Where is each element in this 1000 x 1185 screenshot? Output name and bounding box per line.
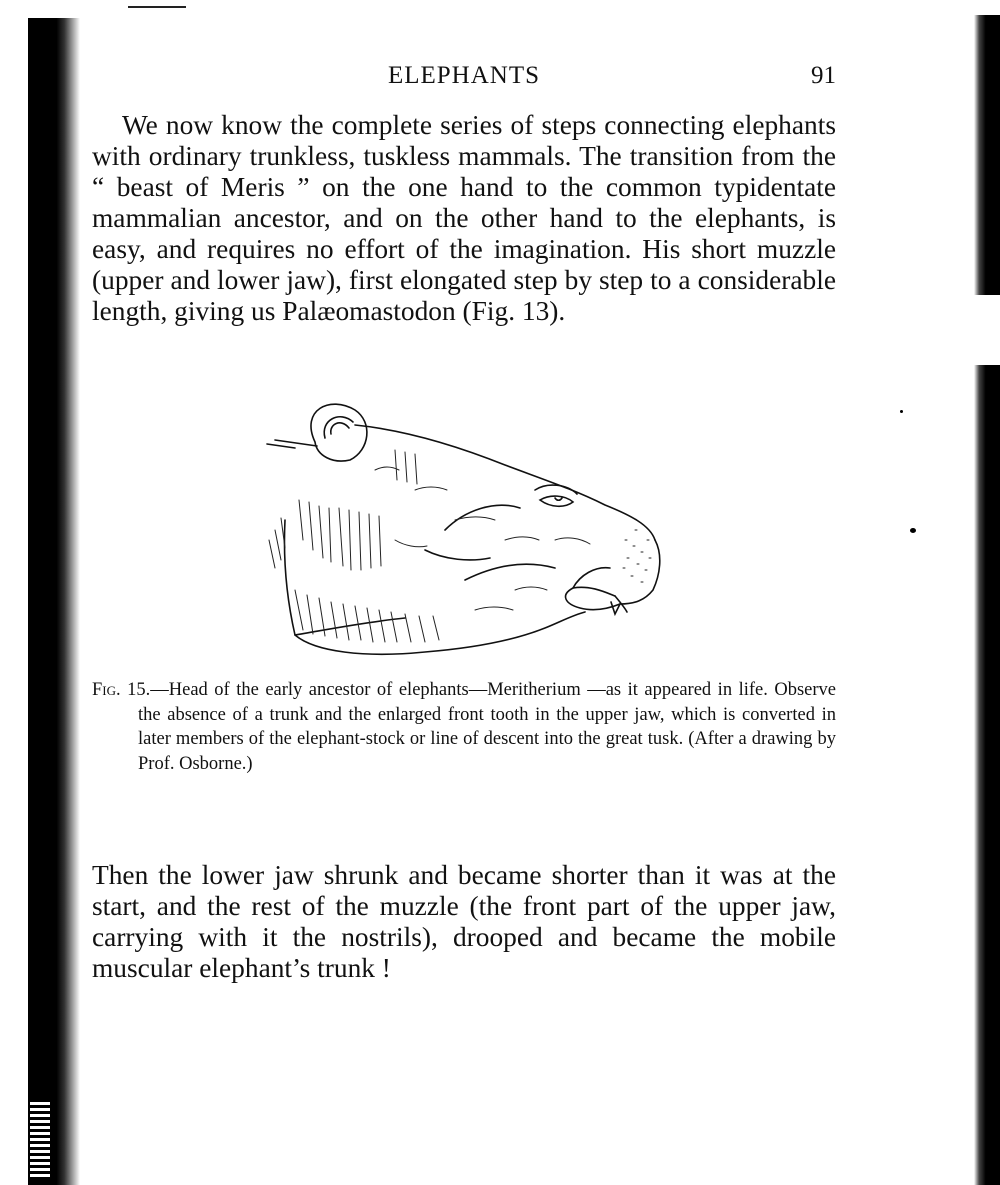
figure-meritherium: [255, 390, 675, 665]
scan-edge-right-bottom: [974, 365, 1000, 1185]
scan-edge-right-top: [974, 15, 1000, 295]
scan-smudge: [128, 6, 186, 8]
running-head: [92, 62, 836, 96]
figure-caption: [92, 678, 836, 776]
scan-speck: [900, 410, 903, 413]
page-number: 91: [811, 62, 836, 89]
scan-speck: [910, 528, 916, 533]
body-paragraph-2: Then the lower jaw shrunk and became shorter than it was at the start, and the rest of the muzzle (the front part of the upper jaw, carrying with it the nostrils), drooped and became the mobile muscular elephant’s trunk !: [92, 860, 836, 983]
figure-caption-text: —Head of the early ancestor of elephants—Meritherium —as it appeared in life. Observe the absence of a trunk and the enlarged front tooth in the upper jaw, which is converted in later members of the elephant-stock or line of descent into the great tusk. (After a drawing by Prof. Osborne.): [138, 680, 836, 774]
meritherium-head-illustration: [255, 390, 675, 665]
scan-edge-left: [28, 18, 80, 1185]
scan-edge-speckle: [30, 1100, 50, 1180]
figure-caption-label: Fig. 15.: [92, 680, 151, 700]
running-title: ELEPHANTS: [387, 62, 541, 89]
body-paragraph-1: We now know the complete series of steps connecting elephants with ordinary trunkless, tuskless mammals. The transition from the “ beast of Meris ” on the one hand to the common typidentate mammalian ancestor, and on the other hand to the elephants, is easy, and requires no effort of the imagination. His short muzzle (upper and lower jaw), first elongated step by step to a considerable length, giving us Palæomastodon (Fig. 13).: [92, 110, 836, 326]
